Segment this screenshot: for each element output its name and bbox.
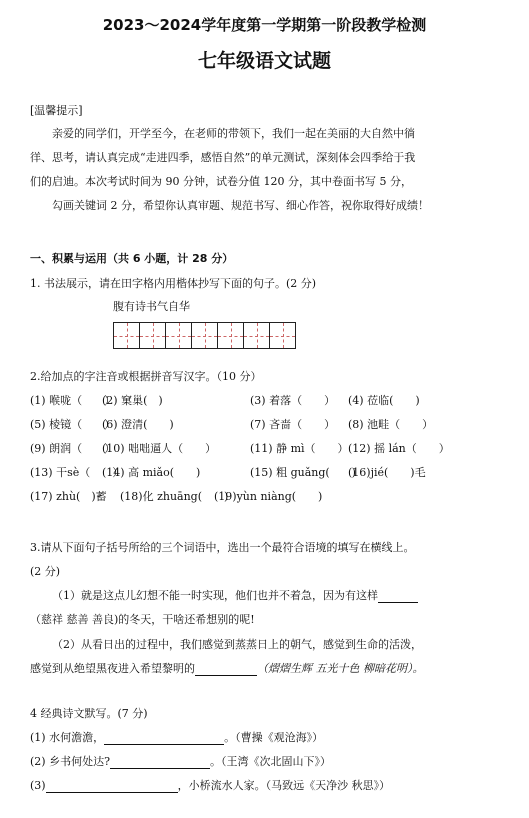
q4-blank-1[interactable] [104,732,224,745]
q4-blank-3[interactable] [46,780,178,793]
q4-prompt: 4 经典诗文默写。(7 分) [30,707,148,720]
q4-line-2-post: 。（王湾《次北固山下》） [209,755,331,768]
q2-item[interactable]: (5) 棱镜（ ） [30,418,116,431]
tianzige-cell[interactable] [243,322,270,349]
tianzige-cell[interactable] [269,322,296,349]
q3-item-2-line [30,660,424,676]
q2-item[interactable]: (15) 粗 guǎng( ) [250,466,356,479]
tips-label: [温馨提示] [30,104,83,117]
tianzige-grid[interactable] [113,322,295,349]
q3-blank-2[interactable] [195,663,257,676]
q2-item[interactable]: (16)jié( )毛 [348,466,426,479]
tianzige-cell[interactable] [217,322,244,349]
paper-title: 七年级语文试题 [197,50,331,72]
q2-item[interactable]: (10) 咄咄逼人（ ） [102,442,217,455]
q3-points: (2 分) [30,565,61,578]
q2-item[interactable]: (7) 吝啬（ ） [250,418,336,431]
tips-text [30,122,500,218]
q3-item-1-text: （1）就是这点儿幻想不能一时实现，他们也并不着急，因为有这样 [52,589,378,602]
q4-line-2-pre: (2) 乡书何处达? [30,755,110,768]
q3-item-2-text: 感觉到从绝望黑夜进入希望黎明的 [30,662,195,675]
q2-item[interactable]: (11) 静 mì（ ） [250,442,349,455]
q2-item[interactable]: (1) 喉咙（ ） [30,394,116,407]
tianzige-cell[interactable] [165,322,192,349]
q2-item[interactable]: (4) 莅临( ) [348,394,420,407]
q3-item-1 [52,587,418,603]
q2-prompt: 2.给加点的字注音或根据拼音写汉字。（10 分） [30,370,262,383]
q2-row [30,416,510,436]
tianzige-cell[interactable] [139,322,166,349]
tianzige-cell[interactable] [113,322,140,349]
q2-item[interactable]: (9) 朗润（ ） [30,442,116,455]
q3-item-2: （2）从看日出的过程中，我们感觉到蒸蒸日上的朝气，感觉到生命的活泼， [52,638,422,651]
q4-blank-2[interactable] [110,756,210,769]
tips-line-1: 亲爱的同学们，开学至今，在老师的带领下，我们一起在美丽的大自然中徜 [52,127,415,140]
q2-item[interactable]: (3) 着落（ ） [250,394,336,407]
q2-item[interactable]: (17) zhù( )蓄 [30,490,107,503]
q2-row [30,440,510,460]
q2-item[interactable]: (6) 澄清( ) [102,418,174,431]
q4-line-1-pre: (1) 水何澹澹， [30,731,105,744]
q4-line-3-post: ，小桥流水人家。（马致远《天净沙 秋思》） [177,779,391,792]
q4-line-2 [30,753,331,769]
tianzige-cell[interactable] [191,322,218,349]
q3-prompt: 3.请从下面句子括号所给的三个词语中，选出一个最符合语境的填写在横线上。 [30,541,415,554]
q1-sentence: 腹有诗书气自华 [113,300,190,313]
q2-item[interactable]: (8) 池畦（ ） [348,418,434,431]
tips-line-3: 们的启迪。本次考试时间为 90 分钟，试卷分值 120 分，其中卷面书写 5 分， [30,175,412,188]
q4-line-1-post: 。（曹操《观沧海》） [224,731,324,744]
q4-line-3 [30,777,390,793]
tips-line-2: 徉、思考，请认真完成“走进四季，感悟自然”的单元测试，深刻体会四季给于我 [30,151,416,164]
q3-item-2-options: （熠熠生辉 五光十色 柳暗花明）。 [257,662,424,675]
q1-prompt: 1. 书法展示，请在田字格内用楷体抄写下面的句子。(2 分) [30,277,317,290]
q2-row [30,488,510,508]
q2-row [30,464,510,484]
q2-item[interactable]: (18)化 zhuāng( ) [120,490,229,503]
q2-item[interactable]: (19)yùn niàng( ) [214,490,323,503]
q2-row [30,392,510,412]
exam-title: 2023～2024学年度第一学期第一阶段教学检测 [102,16,427,34]
q2-item[interactable]: (2) 窠巢( ) [102,394,163,407]
tips-line-4: 勾画关键词 2 分，希望你认真审题、规范书写、细心作答，祝你取得好成绩！ [52,199,429,212]
q3-blank-1[interactable] [378,590,418,603]
q2-item[interactable]: (12) 摇 lán（ ） [348,442,450,455]
q3-item-1-options: （慈祥 慈善 善良)的冬天，干啥还希想别的呢! [30,613,255,626]
q2-item[interactable]: (14) 高 miǎo( ) [102,466,201,479]
section-heading: 一、积累与运用（共 6 小题，计 28 分） [30,252,234,265]
q4-line-3-pre: (3) [30,779,46,792]
q2-item[interactable]: (13) 干sè（ ） [30,466,124,479]
q4-line-1 [30,729,323,745]
